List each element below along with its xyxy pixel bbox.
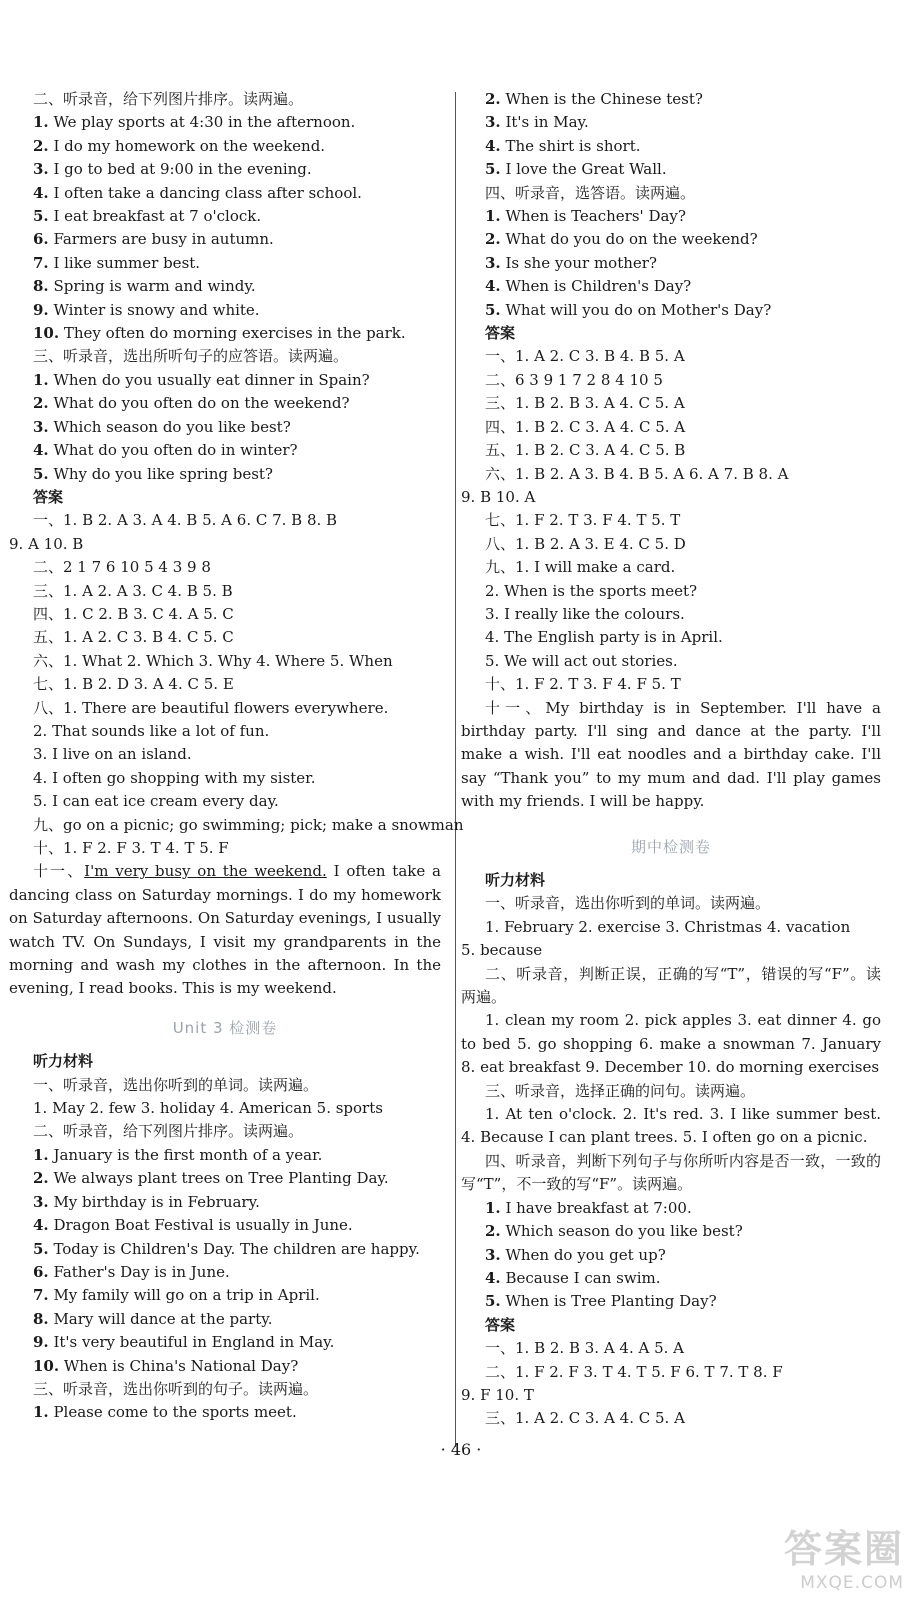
item-number: 4. [33, 441, 49, 460]
item-text: Because I can swim. [500, 1268, 661, 1287]
answer-line: 四、1. C 2. B 3. C 4. A 5. C [33, 604, 234, 623]
list-item [9, 1308, 441, 1331]
list-item [9, 299, 441, 322]
list-item [9, 228, 441, 251]
answer-line: 9. F 10. T [461, 1385, 534, 1404]
section-heading: 一、听录音，选出你听到的单词。读两遍。 [485, 894, 771, 913]
item-text: Spring is warm and windy. [48, 277, 256, 296]
list-item [9, 135, 441, 158]
list-item [461, 111, 881, 134]
listening-list [9, 1401, 441, 1424]
list-item [9, 439, 441, 462]
item-text: I love the Great Wall. [500, 160, 667, 179]
list-item: 3. I live on an island. [33, 745, 192, 764]
word-list: 1. clean my room 2. pick apples 3. eat dinner 4. go to bed 5. go shopping 6. make a snowman 7. January 8. eat breakfast 9. December 10. do morning exercises [461, 1011, 881, 1077]
list-item [9, 252, 441, 275]
watermark-bottom: MXQE.COM [800, 1573, 904, 1593]
item-text: Which season do you like best? [48, 417, 291, 436]
list-item [461, 205, 881, 228]
page-number: · 46 · [440, 1440, 482, 1459]
answer-line: 六、1. B 2. A 3. B 4. B 5. A 6. A 7. B 8. A [485, 464, 789, 483]
column-divider [455, 92, 456, 1447]
listening-list [9, 1144, 441, 1378]
item-number: 5. [485, 1292, 501, 1311]
list-item [9, 1284, 441, 1307]
item-number: 2. [485, 90, 501, 108]
item-number: 10. [33, 324, 60, 343]
item-number: 5. [33, 207, 49, 226]
answer-line: 八、1. B 2. A 3. E 4. C 5. D [485, 534, 686, 553]
answer-line: 九、go on a picnic; go swimming; pick; make a snowman [33, 815, 464, 834]
item-number: 4. [485, 277, 501, 296]
underlined-sentence: I'm very busy on the weekend. [84, 862, 327, 881]
section-heading: 二、听录音，给下列图片排序。读两遍。 [33, 90, 304, 108]
item-text: Which season do you like best? [500, 1222, 743, 1241]
section-heading: 四、听录音，判断下列句子与你所听内容是否一致，一致的写“T”，不一致的写“F”。读两遍。 [461, 1151, 881, 1194]
list-item [461, 275, 881, 298]
item-number: 3. [33, 417, 49, 436]
item-text: I often take a dancing class after school. [48, 183, 362, 202]
section-heading: 三、听录音，选出你听到的句子。读两遍。 [33, 1379, 319, 1398]
watermark-top: 答案圈 [783, 1527, 904, 1571]
item-number: 1. [485, 207, 501, 226]
answers-label: 答案 [485, 1315, 516, 1334]
answer-text: I often take a dancing class on Saturday mornings. I do my homework on Saturday afternoons. On Saturday evenings, I usually watch TV. On Sundays, I visit my grandparents in the morning and wash my clothes in the afternoon. In the evening, I read books. This is my weekend. [9, 862, 441, 998]
section-heading: 一、听录音，选出你听到的单词。读两遍。 [33, 1075, 319, 1094]
list-item [9, 1167, 441, 1190]
list-item: 2. That sounds like a lot of fun. [33, 721, 270, 740]
list-item [9, 463, 441, 486]
listening-label: 听力材料 [485, 871, 546, 889]
word-list: 1. May 2. few 3. holiday 4. American 5. sports [33, 1099, 383, 1118]
list-item [461, 1267, 881, 1290]
listening-list [461, 1197, 881, 1314]
section-heading: 三、听录音，选出所听句子的应答语。读两遍。 [33, 347, 349, 366]
list-item [9, 182, 441, 205]
list-item [461, 135, 881, 158]
item-text: I eat breakfast at 7 o'clock. [48, 207, 262, 226]
item-number: 3. [33, 1192, 49, 1211]
item-text: We play sports at 4:30 in the afternoon. [48, 113, 356, 132]
item-text: I go to bed at 9:00 in the evening. [48, 160, 312, 179]
answer-line: 三、1. B 2. B 3. A 4. C 5. A [485, 394, 685, 413]
item-number: 4. [33, 1216, 49, 1235]
item-number: 7. [33, 1286, 49, 1305]
watermark-logo [714, 1518, 904, 1593]
list-item [9, 1214, 441, 1237]
item-number: 1. [33, 1145, 49, 1164]
item-number: 4. [485, 1268, 501, 1287]
left-column [9, 88, 464, 1425]
item-text: Is she your mother? [500, 253, 657, 272]
list-item [461, 1244, 881, 1267]
answer-line: 三、1. A 2. A 3. C 4. B 5. B [33, 581, 233, 600]
list-item [461, 158, 881, 181]
answer-line: 十、1. F 2. F 3. T 4. T 5. F [33, 839, 229, 857]
item-number: 5. [33, 1239, 49, 1258]
item-text: Dragon Boat Festival is usually in June. [48, 1216, 353, 1235]
answer-paragraph [9, 860, 441, 1000]
answer-line: 六、1. What 2. Which 3. Why 4. Where 5. When [33, 651, 393, 670]
listening-label: 听力材料 [33, 1052, 94, 1071]
item-text: It's very beautiful in England in May. [48, 1333, 335, 1352]
list-item [461, 252, 881, 275]
answer-line: 五、1. B 2. C 3. A 4. C 5. B [485, 441, 686, 460]
item-number: 5. [485, 160, 501, 179]
item-text: What do you do on the weekend? [500, 230, 758, 249]
item-number: 4. [485, 136, 501, 155]
item-number: 3. [33, 160, 49, 179]
item-text: My birthday is in February. [48, 1192, 260, 1211]
answer-line: 五、1. A 2. C 3. B 4. C 5. C [33, 628, 234, 647]
item-number: 8. [33, 1309, 49, 1328]
list-item [9, 1261, 441, 1284]
list-item [9, 205, 441, 228]
section-heading: 二、听录音，给下列图片排序。读两遍。 [33, 1122, 304, 1141]
item-number: 1. [33, 1403, 49, 1422]
item-number: 10. [33, 1356, 60, 1375]
list-item [9, 1355, 441, 1378]
item-number: 2. [33, 394, 49, 413]
answer-line: 9. B 10. A [461, 487, 536, 506]
item-text: We always plant trees on Tree Planting Day. [48, 1169, 389, 1188]
item-text: When is Children's Day? [500, 277, 692, 296]
item-text: Farmers are busy in autumn. [48, 230, 274, 249]
item-text: I do my homework on the weekend. [48, 136, 326, 155]
list-item: 4. The English party is in April. [485, 628, 723, 647]
item-text: January is the first month of a year. [48, 1145, 323, 1164]
list-item [9, 275, 441, 298]
answer-line: 二、2 1 7 6 10 5 4 3 9 8 [33, 558, 211, 577]
list-item: 4. I often go shopping with my sister. [33, 768, 316, 787]
midterm-title: 期中检测卷 [630, 837, 711, 856]
answer-line: 二、6 3 9 1 7 2 8 4 10 5 [485, 370, 663, 389]
list-item [9, 416, 441, 439]
list-item [461, 1220, 881, 1243]
item-text: When is the Chinese test? [500, 90, 703, 108]
item-text: Why do you like spring best? [48, 464, 273, 483]
list-item [461, 1290, 881, 1313]
list-item [461, 228, 881, 251]
list-item [461, 299, 881, 322]
item-number: 6. [33, 1262, 49, 1281]
item-number: 1. [33, 113, 49, 132]
item-text: They often do morning exercises in the park. [59, 324, 406, 343]
item-text: When is Teachers' Day? [500, 207, 686, 226]
list-item [9, 111, 441, 134]
item-text: Winter is snowy and white. [48, 300, 260, 319]
item-text: It's in May. [500, 113, 589, 132]
listening-list [9, 111, 441, 345]
list-item: 九、1. I will make a card. [485, 558, 676, 577]
item-number: 1. [33, 370, 49, 389]
item-number: 6. [33, 230, 49, 249]
word-list: 5. because [461, 941, 543, 960]
item-number: 3. [485, 113, 501, 132]
unit3-title: Unit 3 检测卷 [172, 1018, 278, 1037]
section-heading: 三、听录音，选择正确的问句。读两遍。 [485, 1081, 756, 1100]
answer-line: 十、1. F 2. T 3. F 4. F 5. T [485, 675, 681, 694]
list-item: 5. I can eat ice cream every day. [33, 792, 279, 811]
item-number: 3. [485, 1245, 501, 1264]
item-text: I have breakfast at 7:00. [500, 1198, 692, 1217]
answer-line: 七、1. F 2. T 3. F 4. T 5. T [485, 511, 681, 530]
answer-line: 二、1. F 2. F 3. T 4. T 5. F 6. T 7. T 8. F [485, 1362, 783, 1381]
item-number: 7. [33, 253, 49, 272]
item-number: 9. [33, 1333, 49, 1352]
list-item [9, 1144, 441, 1167]
answer-line: 一、1. B 2. B 3. A 4. A 5. A [485, 1339, 685, 1358]
list-item: 八、1. There are beautiful flowers everywhere. [33, 698, 389, 717]
item-number: 2. [485, 1222, 501, 1241]
item-text: When do you get up? [500, 1245, 666, 1264]
answer-paragraph: 十一、My birthday is in September. I'll have a birthday party. I'll sing and dance at the party. I'll make a wish. I'll eat noodles and a birthday cake. I'll say “Thank you” to my mum and dad. I'll play games with my friends. I will be happy. [461, 698, 881, 811]
list-item [9, 1191, 441, 1214]
answer-line: 一、1. B 2. A 3. A 4. B 5. A 6. C 7. B 8. B [33, 511, 338, 530]
item-number: 2. [33, 136, 49, 155]
section-heading: 二、听录音，判断正误，正确的写“T”，错误的写“F”。读两遍。 [461, 964, 881, 1007]
list-item [9, 322, 441, 345]
answer-list [461, 556, 881, 673]
section-heading: 四、听录音，选答语。读两遍。 [485, 183, 696, 202]
item-number: 5. [485, 300, 501, 319]
answer-line: 七、1. B 2. D 3. A 4. C 5. E [33, 675, 234, 694]
list-item [9, 1401, 441, 1424]
item-text: Father's Day is in June. [48, 1262, 230, 1281]
item-number: 9. [33, 300, 49, 319]
item-text: My family will go on a trip in April. [48, 1286, 320, 1305]
item-number: 5. [33, 464, 49, 483]
item-text: When do you usually eat dinner in Spain? [48, 370, 370, 389]
word-list: 1. February 2. exercise 3. Christmas 4. vacation [485, 917, 851, 936]
item-number: 8. [33, 277, 49, 296]
item-text: What do you often do in winter? [48, 441, 298, 460]
list-item [9, 1331, 441, 1354]
list-item: 3. I really like the colours. [485, 604, 685, 623]
item-number: 2. [33, 1169, 49, 1188]
item-text: When is China's National Day? [59, 1356, 299, 1375]
item-text: Mary will dance at the party. [48, 1309, 273, 1328]
list-item [461, 88, 881, 111]
answers-label: 答案 [485, 324, 516, 343]
list-item [9, 1238, 441, 1261]
answer-prefix: 十一、 [33, 862, 85, 881]
item-text: When is Tree Planting Day? [500, 1292, 717, 1311]
list-item [9, 158, 441, 181]
answers-label: 答案 [33, 487, 64, 506]
item-text: What will you do on Mother's Day? [500, 300, 772, 319]
right-column [461, 88, 881, 1431]
item-text: I like summer best. [48, 253, 201, 272]
sentence-list: 1. At ten o'clock. 2. It's red. 3. I like summer best. 4. Because I can plant trees. 5. I often go on a picnic. [461, 1105, 881, 1147]
item-number: 1. [485, 1198, 501, 1217]
answer-line: 9. A 10. B [9, 534, 84, 553]
answer-line: 一、1. A 2. C 3. B 4. B 5. A [485, 347, 685, 366]
item-text: The shirt is short. [500, 136, 641, 155]
item-number: 3. [485, 253, 501, 272]
item-number: 4. [33, 183, 49, 202]
list-item [9, 369, 441, 392]
item-number: 2. [485, 230, 501, 249]
listening-list [9, 369, 441, 486]
item-text: What do you often do on the weekend? [48, 394, 350, 413]
listening-list [461, 88, 881, 182]
list-item: 2. When is the sports meet? [485, 581, 698, 600]
item-text: Please come to the sports meet. [48, 1403, 297, 1422]
listening-list [461, 205, 881, 322]
answer-list [9, 697, 441, 814]
list-item [9, 392, 441, 415]
item-text: Today is Children's Day. The children are happy. [48, 1239, 420, 1258]
list-item [461, 1197, 881, 1220]
answer-line: 四、1. B 2. C 3. A 4. C 5. A [485, 417, 686, 436]
list-item: 5. We will act out stories. [485, 651, 678, 670]
answer-line: 三、1. A 2. C 3. A 4. C 5. A [485, 1409, 685, 1428]
